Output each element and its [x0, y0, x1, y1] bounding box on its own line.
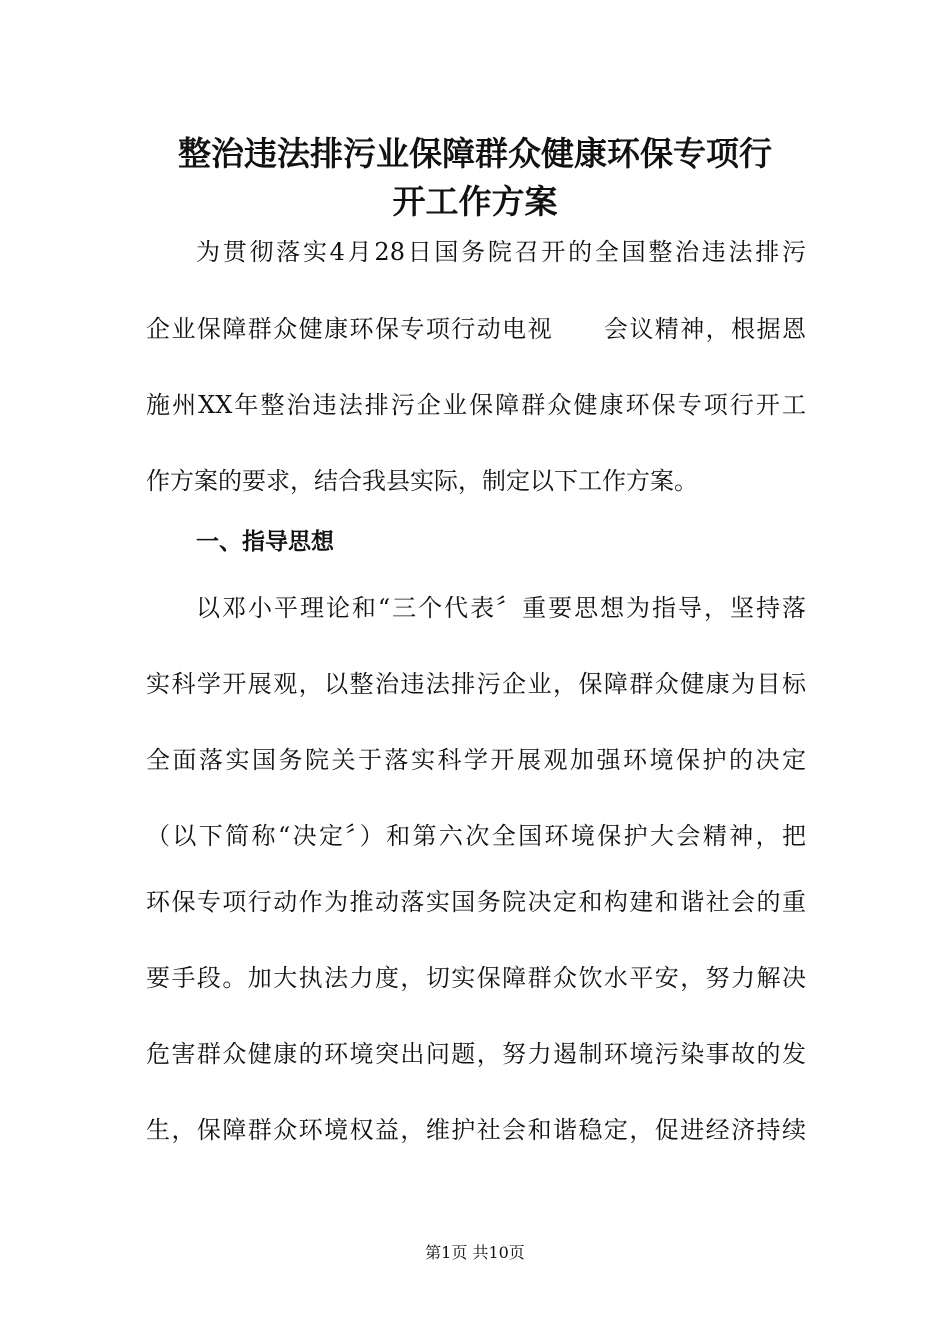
intro-line: 为贯彻落实4月28日国务院召开的全国整治违法排污: [196, 238, 806, 266]
body-line: 生，保障群众环境权益，维护社会和谐稳定，促进经济持续: [146, 1116, 806, 1144]
body-line: 要手段。加大执法力度，切实保障群众饮水平安，努力解决: [146, 964, 806, 992]
body-line: 以邓小平理论和“三个代表〞重要思想为指导，坚持落: [196, 594, 806, 622]
intro-line: 施州XX年整治违法排污企业保障群众健康环保专项行开工: [146, 391, 806, 419]
page-number-footer: 第1页 共10页: [425, 1243, 525, 1262]
intro-line: 企业保障群众健康环保专项行动电视 会议精神，根据恩: [146, 315, 806, 343]
section-heading: 一、指导思想: [196, 529, 334, 555]
body-line: （以下简称“决定〞）和第六次全国环境保护大会精神，把: [146, 822, 806, 850]
document-title-line-2: 开工作方案: [392, 182, 558, 221]
body-line: 环保专项行动作为推动落实国务院决定和构建和谐社会的重: [146, 888, 806, 916]
body-line: 全面落实国务院关于落实科学开展观加强环境保护的决定: [146, 746, 806, 774]
intro-line: 作方案的要求，结合我县实际，制定以下工作方案。: [146, 467, 698, 495]
body-line: 实科学开展观，以整治违法排污企业，保障群众健康为目标: [146, 670, 806, 698]
document-title-line-1: 整治违法排污业保障群众健康环保专项行: [178, 134, 772, 173]
body-line: 危害群众健康的环境突出问题，努力遏制环境污染事故的发: [146, 1040, 806, 1068]
